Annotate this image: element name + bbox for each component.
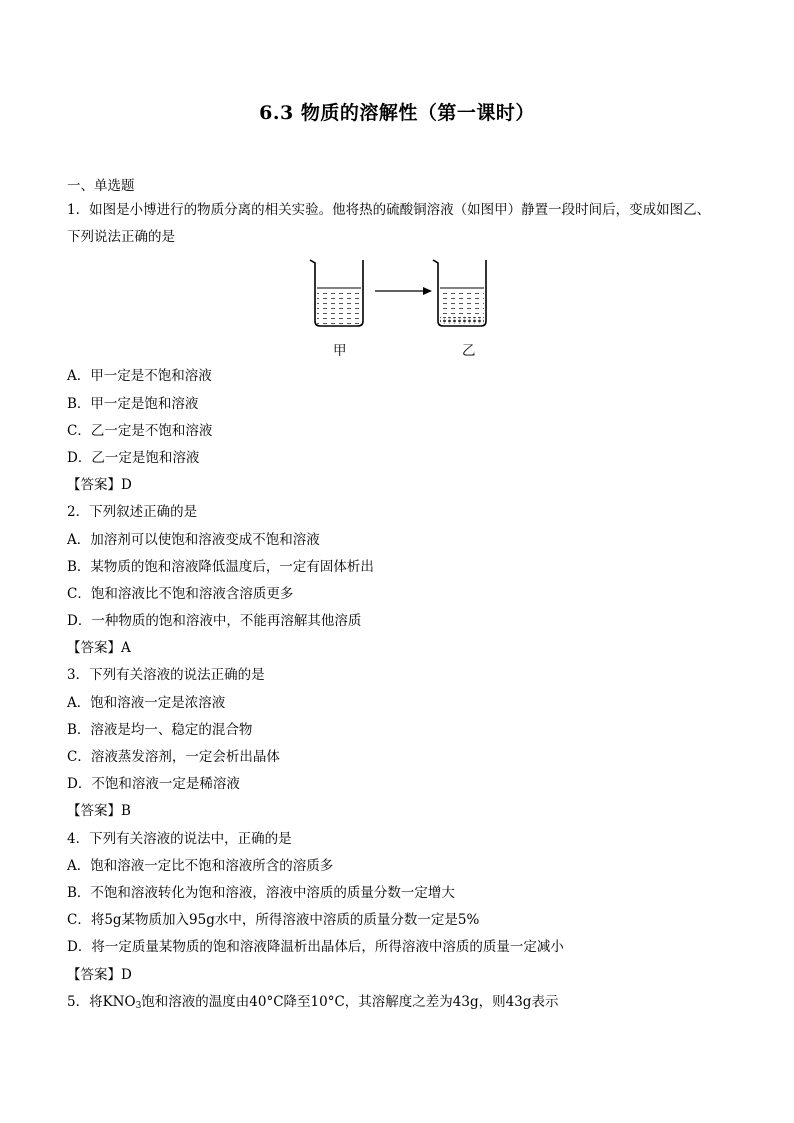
option-a: A．饱和溶液一定是浓溶液	[67, 694, 226, 711]
question-2	[67, 499, 737, 662]
option-a: A．加溶剂可以使饱和溶液变成不饱和溶液	[67, 531, 320, 548]
option-d: D．将一定质量某物质的饱和溶液降温析出晶体后，所得溶液中溶质的质量一定减小	[67, 939, 564, 956]
figure-label-yi: 乙	[462, 343, 476, 360]
answer-label: 【答案】D	[67, 966, 132, 983]
option-c: C．溶液蒸发溶剂，一定会析出晶体	[67, 749, 280, 765]
option-b: B．某物质的饱和溶液降低温度后，一定有固体析出	[67, 558, 374, 575]
question-4	[67, 826, 737, 989]
option-c: C．饱和溶液比不饱和溶液含溶质更多	[67, 585, 294, 602]
section-heading: 一、单选题	[67, 178, 135, 194]
option-d: D．不饱和溶液一定是稀溶液	[67, 776, 240, 793]
option-a: A．饱和溶液一定比不饱和溶液所含的溶质多	[67, 857, 334, 874]
option-b: B．不饱和溶液转化为饱和溶液，溶液中溶质的质量分数一定增大	[67, 884, 455, 901]
question-stem	[67, 989, 737, 1016]
option-a: A．甲一定是不饱和溶液	[67, 368, 212, 385]
question-3	[67, 662, 737, 825]
question-stem: 4．下列有关溶液的说法中，正确的是	[67, 830, 292, 847]
beaker-jia	[310, 260, 363, 326]
arrow-icon	[375, 287, 432, 295]
answer-label: 【答案】B	[67, 803, 131, 820]
page-title: 6.3 物质的溶解性（第一课时）	[259, 102, 535, 124]
option-c: C．乙一定是不饱和溶液	[67, 422, 213, 439]
answer-label: 【答案】A	[67, 640, 131, 657]
chemical-formula: KNO	[102, 993, 136, 1010]
formula-subscript: 3	[135, 1000, 142, 1011]
question-1	[67, 197, 737, 499]
question-5	[67, 989, 737, 1016]
figure-label-jia: 甲	[333, 343, 347, 360]
document-body	[67, 175, 737, 1016]
beaker-figure	[67, 251, 737, 363]
question-stem: 下列说法正确的是	[67, 229, 175, 246]
option-b: B．溶液是均一、稳定的混合物	[67, 721, 253, 738]
stem-rest: 饱和溶液的温度由40°C降至10°C，其溶解度之差为43g，则43g表示	[141, 993, 559, 1010]
option-b: B．甲一定是饱和溶液	[67, 395, 199, 412]
option-c: C．将5g某物质加入95g水中，所得溶液中溶质的质量分数一定是5%	[67, 912, 480, 929]
beaker-diagram	[67, 251, 737, 363]
question-stem: 1．如图是小博进行的物质分离的相关实验。他将热的硫酸铜溶液（如图甲）静置一段时间后，变成如图乙、	[67, 202, 711, 218]
answer-label: 【答案】D	[67, 477, 132, 494]
stem-prefix: 5．将	[67, 993, 103, 1010]
question-stem: 2．下列叙述正确的是	[67, 504, 198, 521]
option-d: D．一种物质的饱和溶液中，不能再溶解其他溶质	[67, 613, 362, 630]
option-d: D．乙一定是饱和溶液	[67, 449, 200, 466]
beaker-yi	[433, 260, 486, 326]
question-stem: 3．下列有关溶液的说法正确的是	[67, 667, 265, 684]
